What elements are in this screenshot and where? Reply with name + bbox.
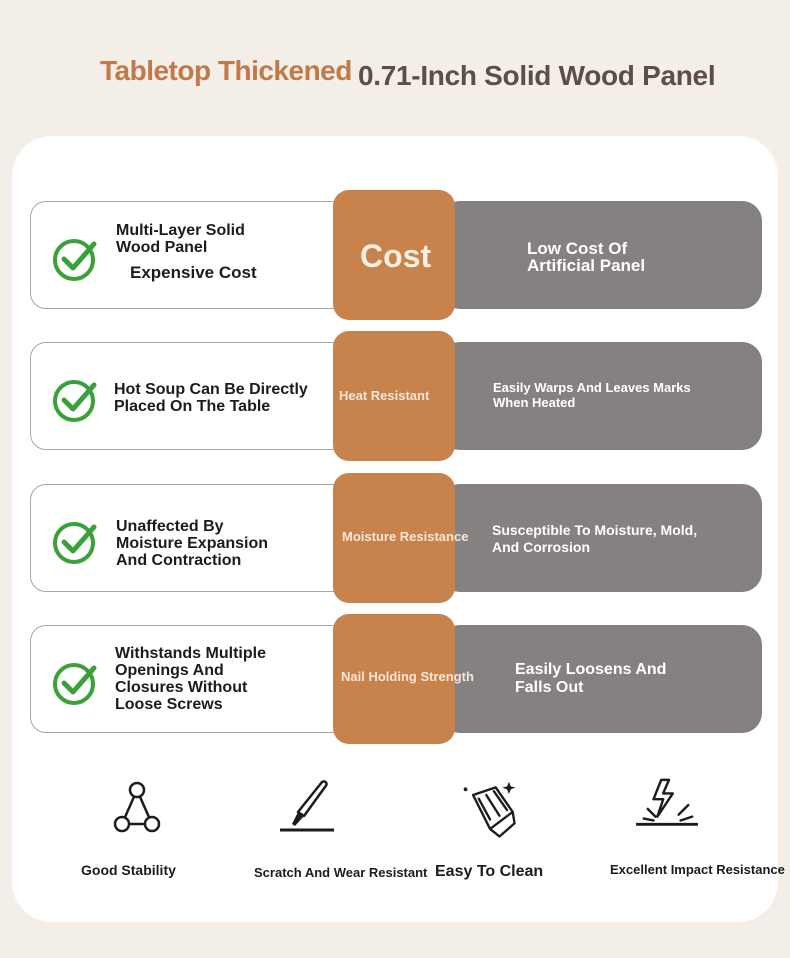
feature-label: Excellent Impact Resistance (610, 862, 785, 877)
artificial-panel-text (515, 661, 666, 697)
right-line: When Heated (493, 395, 576, 410)
right-line: Easily Warps And Leaves Marks (493, 380, 691, 395)
checkmark-icon (52, 377, 98, 423)
category-label: Nail Holding Strength (341, 669, 474, 684)
right-line: And Corrosion (492, 539, 590, 555)
solid-wood-text (114, 381, 308, 415)
category-label: Moisture Resistance (342, 529, 469, 544)
solid-wood-text (116, 518, 268, 569)
scalpel-icon (278, 776, 338, 836)
comparison-row-heat (0, 331, 790, 461)
right-line: Falls Out (515, 679, 584, 696)
right-line: Low Cost Of (527, 239, 628, 258)
checkmark-icon (52, 519, 98, 565)
category-label: Cost (360, 238, 432, 274)
triangle-nodes-icon (108, 778, 168, 838)
left-line: Wood Panel (116, 239, 208, 256)
left-line: Multi-Layer Solid (116, 222, 245, 239)
solid-wood-text (116, 222, 245, 256)
artificial-panel-text (527, 240, 645, 274)
left-line: Withstands Multiple (115, 645, 266, 662)
left-line: Closures Without (115, 679, 248, 696)
page-title: 0.71-Inch Solid Wood Panel (358, 60, 716, 91)
comparison-row-cost (0, 190, 790, 320)
comparison-row-moisture (0, 473, 790, 603)
artificial-panel-text (492, 522, 697, 556)
left-line: Moisture Expansion (116, 535, 269, 552)
left-line: Placed On The Table (114, 398, 271, 415)
solid-wood-text (115, 645, 266, 713)
impact-icon (634, 776, 702, 834)
right-line: Susceptible To Moisture, Mold, (492, 522, 698, 538)
feature-strip (0, 770, 790, 920)
comparison-row-nail (0, 614, 790, 744)
title-highlight: Tabletop Thickened (100, 55, 352, 86)
left-line: Unaffected By (116, 518, 224, 535)
right-line: Artificial Panel (527, 256, 646, 275)
left-line: Hot Soup Can Be Directly (114, 381, 308, 398)
right-line: Easily Loosens And (515, 661, 667, 678)
cleaning-hand-icon (458, 778, 524, 844)
artificial-panel-text (493, 380, 691, 410)
feature-label: Good Stability (81, 862, 176, 878)
left-line: And Contraction (116, 552, 242, 569)
checkmark-icon (52, 236, 98, 282)
solid-wood-subtext: Expensive Cost (130, 263, 257, 282)
feature-label: Easy To Clean (435, 863, 544, 880)
left-line: Openings And (115, 662, 224, 679)
category-label: Heat Resistant (339, 388, 430, 403)
page-header (0, 0, 790, 130)
feature-label: Scratch And Wear Resistant (254, 865, 428, 880)
checkmark-icon (52, 660, 98, 706)
left-line: Loose Screws (115, 696, 223, 713)
